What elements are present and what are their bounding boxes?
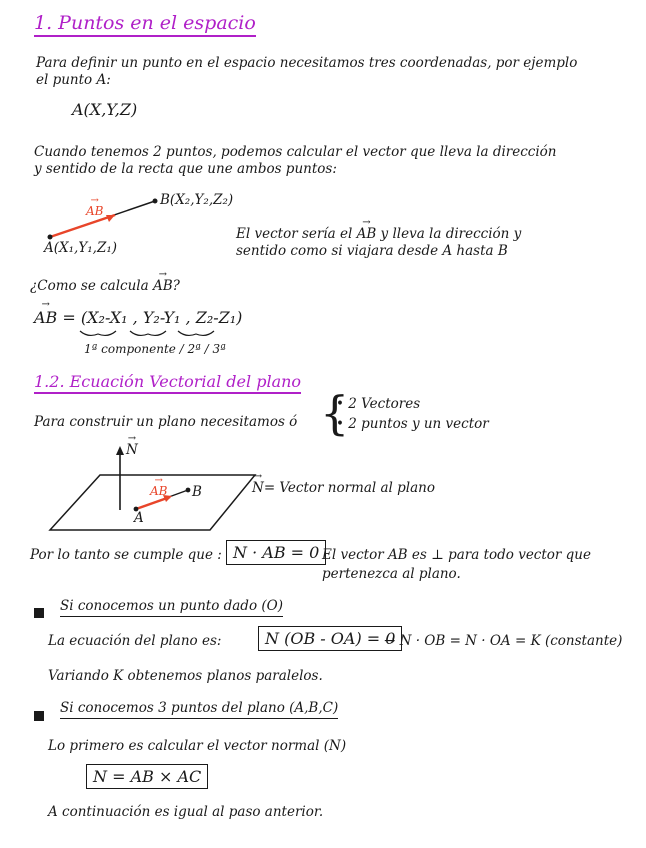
- plane-point-b-label: B: [192, 484, 202, 500]
- component-labels: 1ª componente / 2ª / 3ª: [84, 342, 226, 356]
- continuation-text: A continuación es igual al paso anterior.: [48, 804, 324, 820]
- options-brace: {: [320, 386, 350, 440]
- plane-point-b-dot: [186, 488, 191, 493]
- bullet1-heading: Si conocemos un punto dado (O): [60, 598, 283, 617]
- plane-point-a-label: A: [134, 510, 144, 526]
- normal-calc-text: Lo primero es calcular el vector normal (N): [48, 738, 347, 754]
- page-title: 1. Puntos en el espacio: [34, 12, 256, 37]
- vector-ab-arrow: [50, 215, 115, 237]
- build-plane-text: Para construir un plano necesitamos ó: [34, 414, 298, 430]
- component-braces: [78, 328, 228, 342]
- point-b-label: B(X₂,Y₂,Z₂): [160, 192, 234, 208]
- plane-vector-label: → AB: [150, 484, 167, 498]
- vector-ab-label: → AB: [86, 204, 103, 218]
- normal-definition: → N= Vector normal al plano: [252, 480, 435, 496]
- point-a-notation: A(X,Y,Z): [72, 100, 138, 119]
- plane-diagram: [30, 440, 260, 540]
- vector-desc-line-2: sentido como si viajara desde A hasta B: [236, 243, 508, 259]
- two-points-line-2: y sentido de la recta que une ambos puntos:: [34, 161, 337, 177]
- perp-line-2: pertenezca al plano.: [322, 566, 461, 582]
- perp-boxed-eq: N · AB = 0: [226, 540, 326, 565]
- intro-line-2: el punto A:: [36, 72, 111, 88]
- how-to-calculate: ¿Como se calcula → AB?: [30, 278, 180, 294]
- ab-formula: → AB = (X₂-X₁ , Y₂-Y₁ , Z₂-Z₁): [34, 308, 242, 327]
- plane-eq-lead: La ecuación del plano es:: [48, 633, 222, 649]
- intro-line-1: Para definir un punto en el espacio necesitamos tres coordenadas, por ejemplo: [36, 55, 578, 71]
- perp-lead: Por lo tanto se cumple que :: [30, 547, 222, 563]
- bullet-square-1: [34, 603, 44, 622]
- point-b-dot: [153, 199, 158, 204]
- point-a-dot: [48, 235, 53, 240]
- bullet2-heading: Si conocemos 3 puntos del plano (A,B,C): [60, 700, 338, 719]
- parallel-note: Variando K obtenemos planos paralelos.: [48, 668, 323, 684]
- plane-eq-box: N (OB - OA) = 0: [258, 626, 402, 651]
- vector-desc-line-1: El vector sería el → AB y lleva la dirección y: [236, 226, 521, 242]
- plane-eq-rest: → N · OB = N · OA = K (constante): [384, 633, 623, 649]
- perp-line-1: El vector AB es ⊥ para todo vector que: [322, 547, 591, 563]
- option-points-vector: • 2 puntos y un vector: [336, 416, 489, 432]
- normal-cross-product-box: N = AB × AC: [86, 764, 208, 789]
- bullet-square-2: [34, 706, 44, 725]
- normal-label: → N: [126, 442, 138, 458]
- point-a-label: A(X₁,Y₁,Z₁): [44, 240, 118, 256]
- two-points-line-1: Cuando tenemos 2 puntos, podemos calcular el vector que lleva la dirección: [34, 144, 557, 160]
- option-two-vectors: • 2 Vectores: [336, 396, 421, 412]
- normal-arrowhead: [116, 446, 124, 455]
- section-title-plane: 1.2. Ecuación Vectorial del plano: [34, 372, 301, 394]
